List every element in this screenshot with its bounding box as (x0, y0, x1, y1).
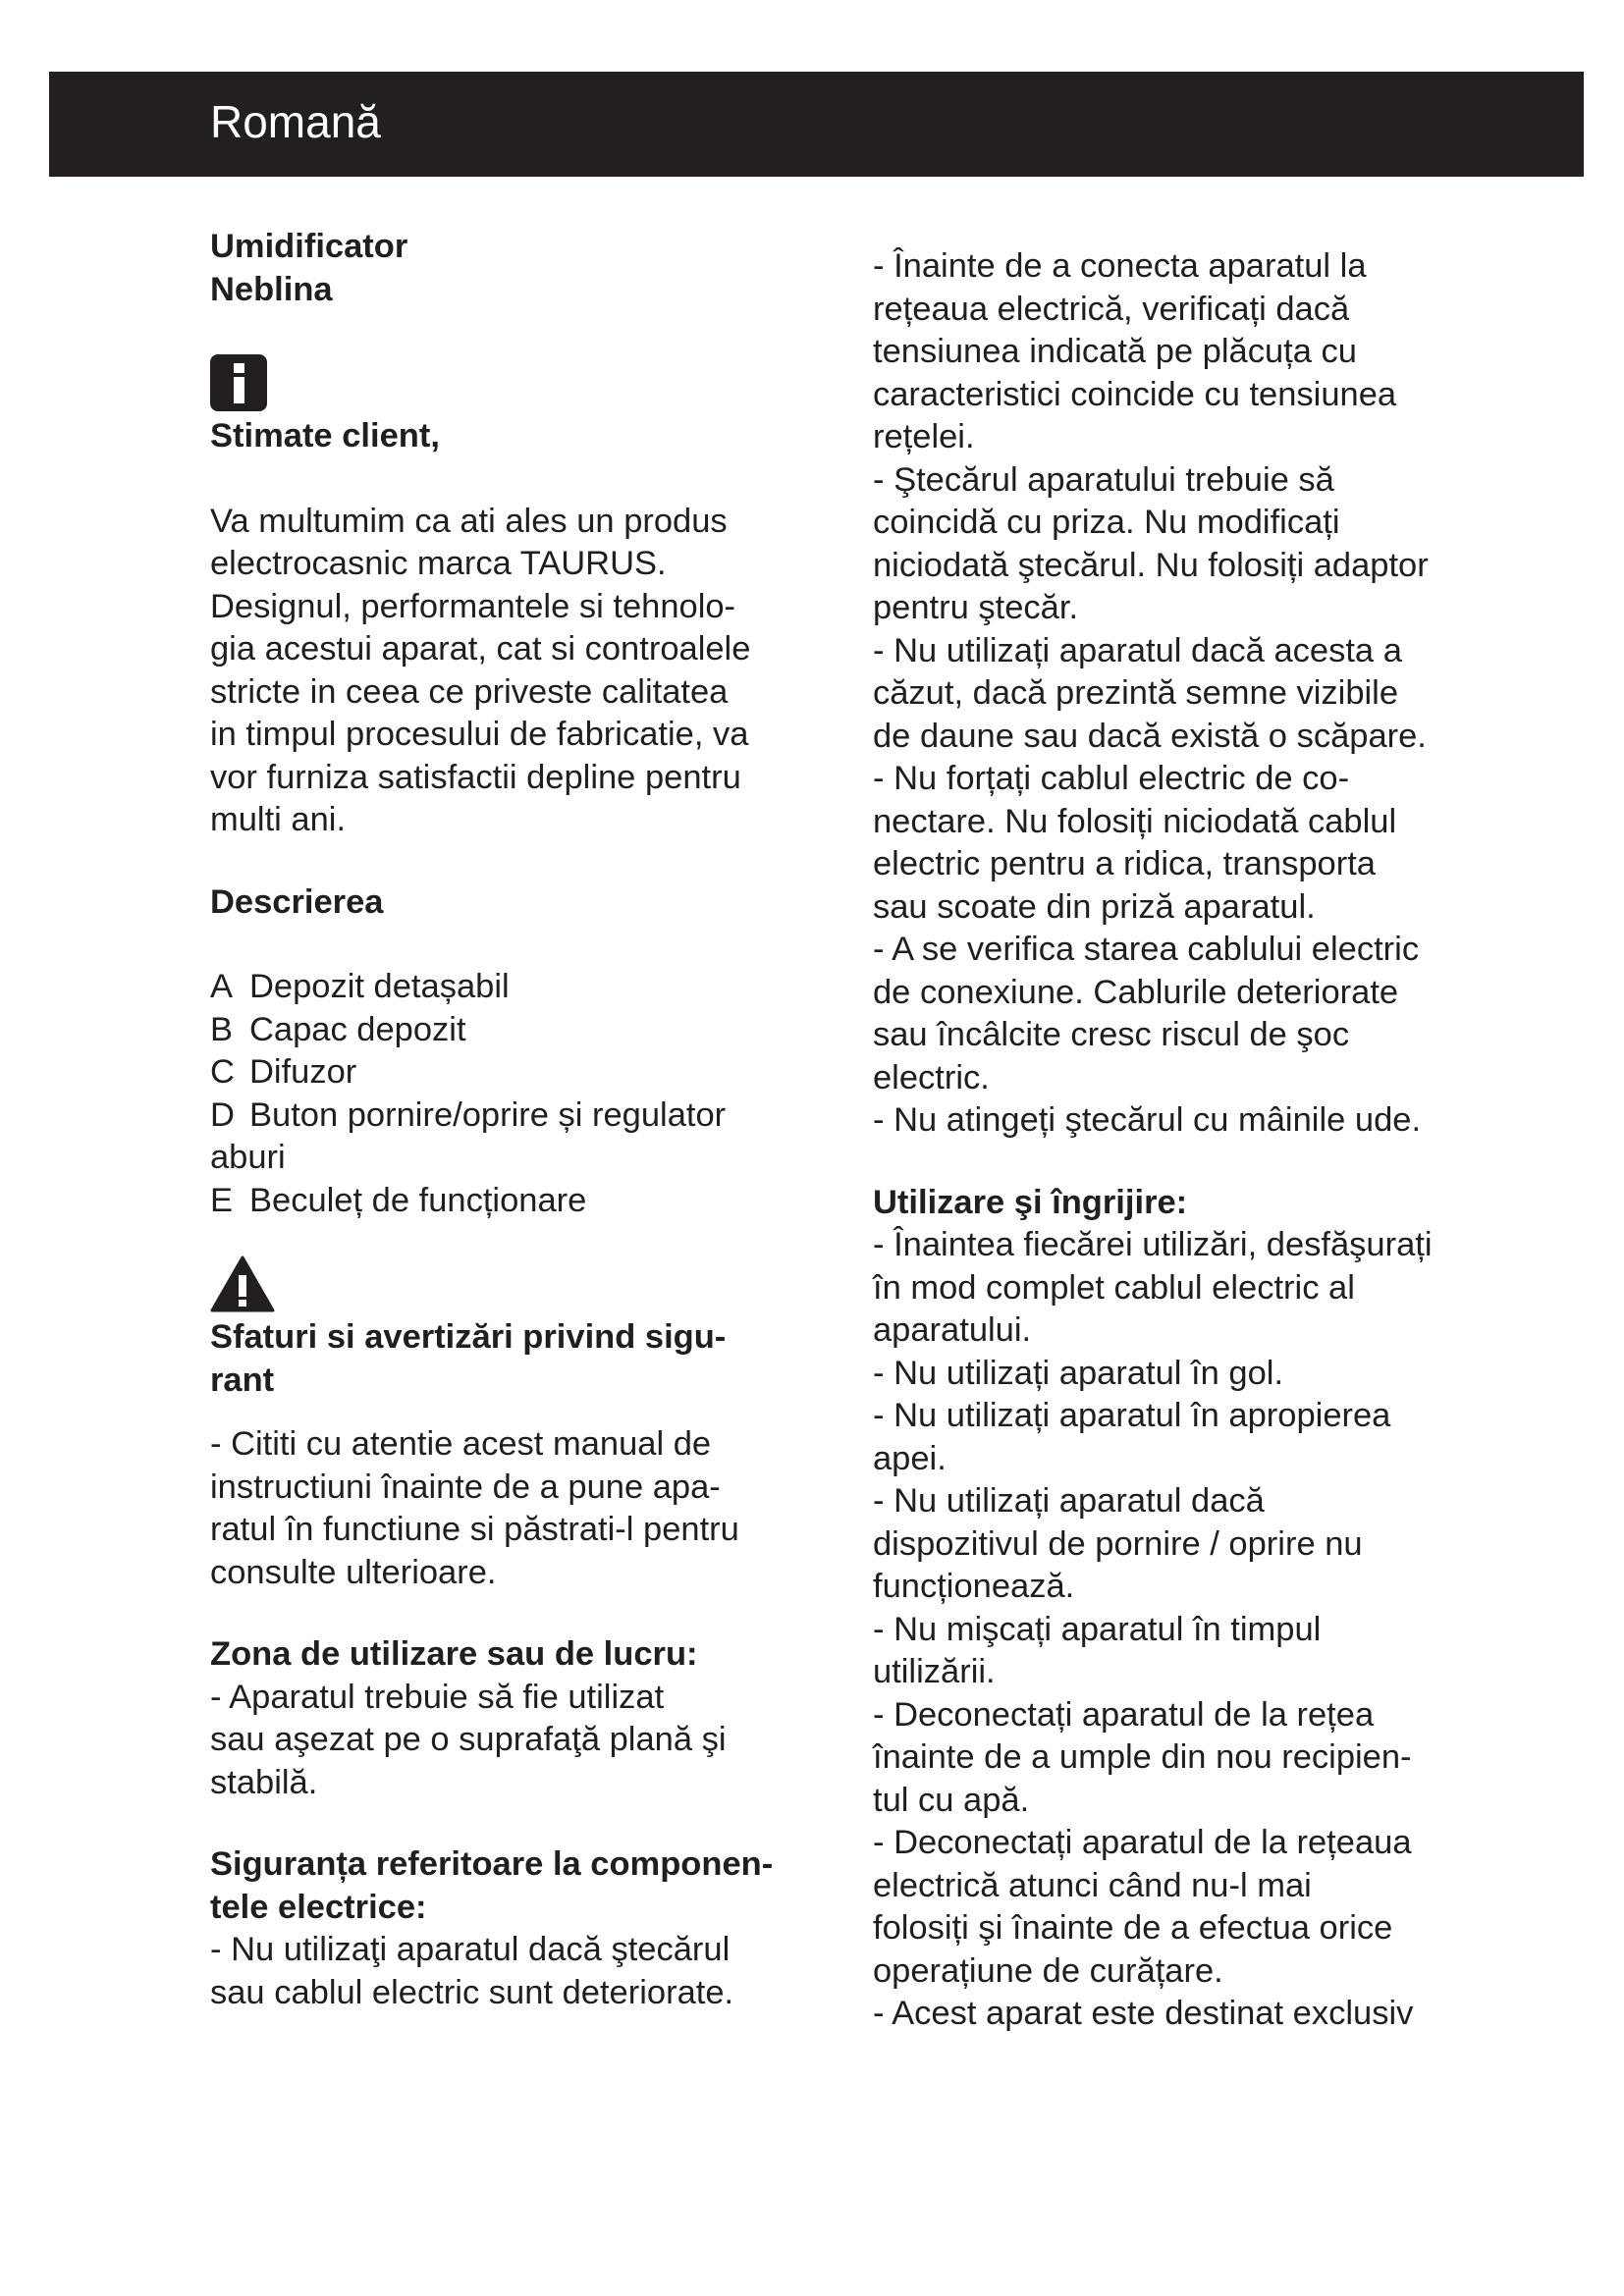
list-item: C Difuzor (210, 1053, 357, 1091)
use-care-line: - Deconectați aparatul de la rețea (873, 1695, 1375, 1734)
use-care-line: înainte de a umple din nou recipien- (873, 1738, 1412, 1776)
warning-icon (210, 1255, 275, 1312)
warning-icon-wrap (210, 1255, 829, 1316)
electric-continued-line: sau scoate din priză aparatul. (873, 887, 1316, 926)
zone-line: sau aşezat pe o suprafaţă plană şi (210, 1721, 727, 1758)
product-title-line-1: Umidificator (210, 228, 408, 265)
safety-line: instructiuni înainte de a pune apa- (210, 1468, 721, 1506)
electric-continued-line: - Ştecărul aparatului trebuie să (873, 460, 1334, 499)
language-header-bar (49, 72, 1584, 177)
electric-continued-line: - Nu atingeți ştecărul cu mâinile ude. (873, 1101, 1422, 1139)
use-care-paragraph (873, 1224, 1482, 2036)
use-care-line: aparatului. (873, 1311, 1032, 1349)
intro-line: Designul, performantele si tehnolo- (210, 587, 736, 625)
safety-line: - Cititi cu atentie acest manual de (210, 1425, 712, 1463)
use-care-line: folosiți şi înainte de a efectua orice (873, 1909, 1393, 1947)
list-item: E Beculeț de funcționare (210, 1181, 587, 1219)
electric-continued-line: căzut, dacă prezintă semne vizibile (873, 674, 1399, 712)
electric-continued-line: caracteristici coincide cu tensiunea (873, 375, 1397, 413)
electric-continued-line: tensiunea indicată pe plăcuța cu (873, 333, 1357, 370)
electric-heading: Siguranța referitoare la componen- (210, 1845, 774, 1883)
safety-line: ratul în functiune si păstrati-l pentru (210, 1511, 739, 1548)
electric-continued-line: electric pentru a ridica, transporta (873, 845, 1376, 882)
use-care-heading: Utilizare şi îngrijire: (873, 1183, 1188, 1221)
intro-line: electrocasnic marca TAURUS. (210, 545, 667, 582)
info-icon (210, 354, 267, 411)
safety-heading: rant (210, 1361, 275, 1399)
intro-line: in timpul procesului de fabricatie, va (210, 716, 749, 753)
use-care-line: - Nu mişcați aparatul în timpul (873, 1610, 1322, 1648)
use-care-line: funcționează. (873, 1568, 1075, 1605)
electric-safety-continued (873, 245, 1482, 1143)
intro-line: Va multumim ca ati ales un produs (210, 502, 728, 540)
intro-line: vor furniza satisfactii depline pentru (210, 758, 741, 796)
use-care-line: electrică atunci când nu-l mai (873, 1866, 1312, 1904)
intro-line: gia acestui aparat, cat si controalele (210, 630, 751, 667)
electric-continued-line: rețeaua electrică, verificați dacă (873, 290, 1350, 328)
electric-continued-line: rețelei. (873, 418, 975, 455)
electric-line: sau cablul electric sunt deteriorate. (210, 1973, 734, 2011)
electric-continued-line: sau încâlcite cresc riscul de şoc (873, 1016, 1350, 1053)
list-item: B Capac depozit (210, 1010, 466, 1048)
safety-heading: Sfaturi si avertizări privind sigu- (210, 1318, 727, 1356)
description-heading: Descrierea (210, 882, 384, 921)
list-item: aburi (210, 1139, 286, 1176)
use-care-line: operațiune de curățare. (873, 1951, 1223, 1990)
use-care-line: - Nu utilizați aparatul dacă (873, 1482, 1265, 1520)
zone-heading: Zona de utilizare sau de lucru: (210, 1635, 698, 1673)
use-care-line: - Nu utilizați aparatul în gol. (873, 1354, 1284, 1392)
electric-continued-line: de daune sau dacă există o scăpare. (873, 717, 1427, 755)
electric-continued-line: coincidă cu priza. Nu modificați (873, 504, 1340, 541)
electric-continued-line: - A se verifica starea cablului electric (873, 931, 1420, 968)
use-care-line: utilizării. (873, 1653, 996, 1690)
use-care-line: - Înaintea fiecărei utilizări, desfăşurați (873, 1226, 1433, 1263)
list-item: D Buton pornire/oprire și regulator (210, 1095, 727, 1134)
electric-continued-line: pentru ştecăr. (873, 589, 1079, 626)
zone-line: - Aparatul trebuie să fie utilizat (210, 1678, 665, 1716)
list-item: A Depozit detașabil (210, 968, 510, 1005)
info-icon-wrap (210, 354, 829, 415)
electric-continued-line: de conexiune. Cablurile deteriorate (873, 973, 1399, 1011)
use-care-line: - Acest aparat este destinat exclusiv (873, 1995, 1414, 2032)
parts-list (210, 966, 829, 1222)
electric-continued-line: electric. (873, 1058, 990, 1096)
intro-line: stricte in ceea ce priveste calitatea (210, 672, 729, 711)
safety-paragraph (210, 1423, 829, 1594)
electric-continued-line: - Nu utilizați aparatul dacă acesta a (873, 631, 1402, 669)
safety-line: consulte ulterioare. (210, 1553, 497, 1591)
right-column (873, 245, 1482, 2036)
greeting: Stimate client, (210, 417, 440, 454)
electric-continued-line: niciodată ştecărul. Nu folosiți adaptor (873, 546, 1429, 584)
use-care-line: - Deconectați aparatul de la rețeaua (873, 1824, 1412, 1861)
language-title: Romană (210, 96, 381, 147)
use-care-line: dispozitivul de pornire / oprire nu (873, 1524, 1363, 1563)
electric-continued-line: - Înainte de a conecta aparatul la (873, 247, 1367, 285)
use-care-line: tul cu apă. (873, 1781, 1030, 1819)
use-care-line: - Nu utilizați aparatul în apropierea (873, 1397, 1391, 1434)
electric-continued-line: nectare. Nu folosiți niciodată cablul (873, 802, 1397, 840)
product-title-line-2: Neblina (210, 270, 333, 308)
zone-line: stabilă. (210, 1763, 318, 1801)
use-care-line: apei. (873, 1439, 947, 1477)
use-care-line: în mod complet cablul electric al (873, 1268, 1355, 1307)
intro-paragraph (210, 501, 829, 842)
electric-heading: tele electrice: (210, 1888, 427, 1926)
electric-line: - Nu utilizaţi aparatul dacă ştecărul (210, 1931, 731, 1968)
electric-continued-line: - Nu forțați cablul electric de co- (873, 760, 1350, 797)
intro-line: multi ani. (210, 801, 347, 838)
left-column (210, 226, 829, 2014)
